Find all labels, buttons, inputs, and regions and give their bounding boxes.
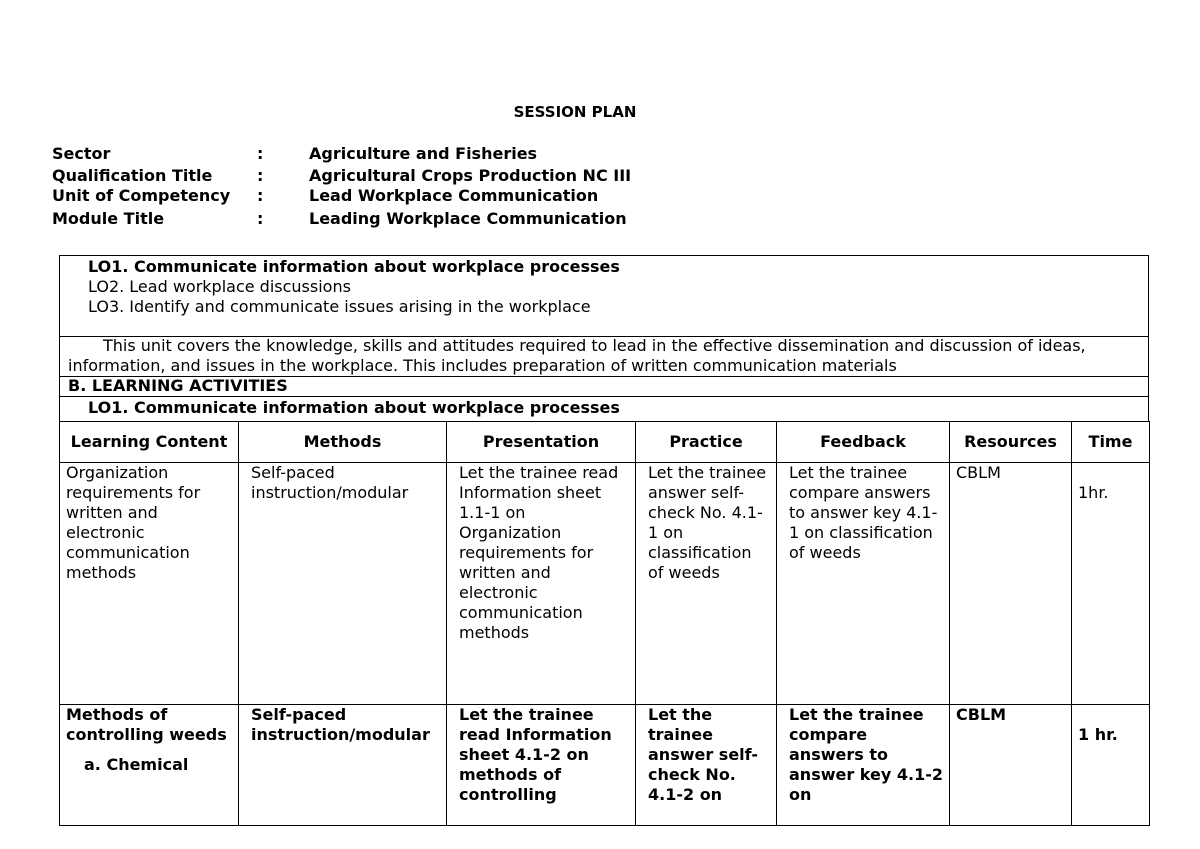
learning-outcomes-box — [59, 255, 1149, 337]
cell-feedback: Let the trainee compare answers to answer key 4.1-2 on — [777, 705, 950, 826]
column-header-learning-content: Learning Content — [60, 422, 239, 463]
section-learning-outcome: LO1. Communicate information about workplace processes — [59, 396, 1149, 422]
cell-presentation: Let the trainee read Information sheet 1.1-1 on Organization requirements for written and electronic communication methods — [447, 463, 636, 705]
unit-description: This unit covers the knowledge, skills and attitudes required to lead in the effective dissemination and discussion of ideas, information, and issues in the workplace. This includes preparation of written communication materials — [68, 336, 1086, 375]
cell-resources: CBLM — [950, 463, 1072, 705]
header-value: Agricultural Crops Production NC III — [309, 166, 632, 185]
table-row — [60, 463, 1150, 705]
cell-learning-content: Organization requirements for written and electronic communication methods — [60, 463, 239, 705]
header-value: Agriculture and Fisheries — [309, 144, 538, 163]
table-header-row — [60, 422, 1150, 463]
header-value: Leading Workplace Communication — [309, 209, 627, 228]
column-header-practice: Practice — [636, 422, 777, 463]
learning-outcome-3: LO3. Identify and communicate issues arising in the workplace — [88, 297, 591, 316]
learning-outcome-1: LO1. Communicate information about workplace processes — [88, 257, 620, 276]
header-colon: : — [257, 186, 264, 205]
header-label: Unit of Competency — [52, 186, 231, 205]
column-header-resources: Resources — [950, 422, 1072, 463]
column-header-methods: Methods — [239, 422, 447, 463]
cell-methods: Self-paced instruction/modular — [239, 463, 447, 705]
column-header-feedback: Feedback — [777, 422, 950, 463]
header-value: Lead Workplace Communication — [309, 186, 599, 205]
header-colon: : — [257, 166, 264, 185]
learning-content-subitem: a. Chemical — [84, 755, 189, 774]
page-title: SESSION PLAN — [513, 103, 637, 121]
cell-time: 1hr. — [1072, 463, 1150, 705]
unit-description-box — [59, 336, 1149, 377]
learning-outcome-2: LO2. Lead workplace discussions — [88, 277, 351, 296]
header-label: Sector — [52, 144, 111, 163]
cell-feedback: Let the trainee compare answers to answer key 4.1-1 on classification of weeds — [777, 463, 950, 705]
learning-content-text: Methods of controlling weeds — [66, 705, 227, 744]
cell-presentation: Let the trainee read Information sheet 4.1-2 on methods of controlling — [447, 705, 636, 826]
cell-methods: Self-paced instruction/modular — [239, 705, 447, 826]
column-header-presentation: Presentation — [447, 422, 636, 463]
header-label: Module Title — [52, 209, 165, 228]
cell-learning-content — [60, 705, 239, 826]
cell-resources: CBLM — [950, 705, 1072, 826]
cell-practice: Let the trainee answer self-check No. 4.1-2 on — [636, 705, 777, 826]
table-row — [60, 705, 1150, 826]
header-colon: : — [257, 144, 264, 163]
section-learning-activities: B. LEARNING ACTIVITIES — [59, 376, 1149, 397]
cell-practice: Let the trainee answer self-check No. 4.1-1 on classification of weeds — [636, 463, 777, 705]
header-label: Qualification Title — [52, 166, 213, 185]
column-header-time: Time — [1072, 422, 1150, 463]
cell-time: 1 hr. — [1072, 705, 1150, 826]
session-plan-table — [59, 421, 1150, 826]
header-colon: : — [257, 209, 264, 228]
